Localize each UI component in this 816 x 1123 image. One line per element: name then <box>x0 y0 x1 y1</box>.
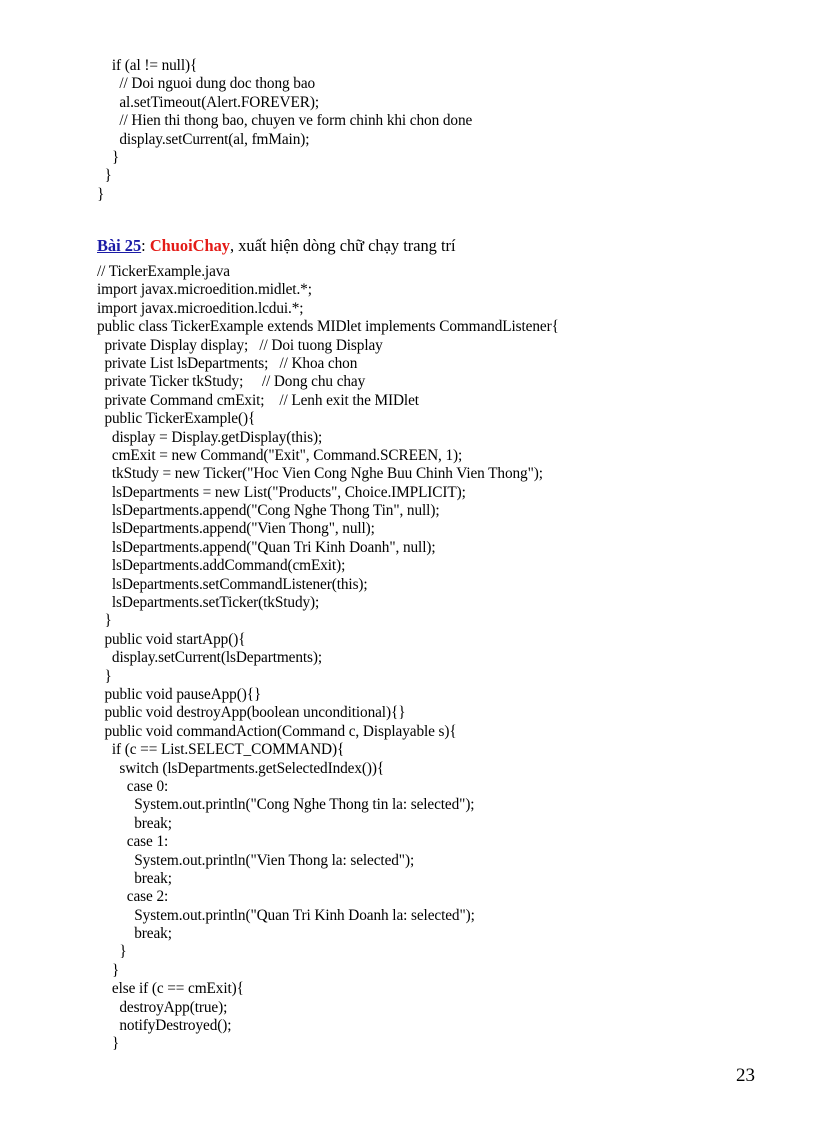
code-line: private Command cmExit; // Lenh exit the MIDlet <box>97 391 419 409</box>
code-line: notifyDestroyed(); <box>97 1017 232 1035</box>
code-line: break; <box>97 869 172 887</box>
ticker-example-code-block <box>97 263 559 1054</box>
exercise-heading <box>97 236 456 256</box>
code-line: public void pauseApp(){} <box>97 685 262 703</box>
code-line: private List lsDepartments; // Khoa chon <box>97 354 358 372</box>
code-line: import javax.microedition.midlet.*; <box>97 281 312 299</box>
code-line: case 2: <box>97 888 169 906</box>
code-line: import javax.microedition.lcdui.*; <box>97 299 304 317</box>
code-line: lsDepartments.append("Quan Tri Kinh Doanh", null); <box>97 538 436 556</box>
previous-code-block <box>97 57 472 204</box>
code-line: display = Display.getDisplay(this); <box>97 428 323 446</box>
code-line: public void destroyApp(boolean unconditional){} <box>97 704 406 722</box>
code-line: al.setTimeout(Alert.FOREVER); <box>97 93 319 111</box>
code-line: System.out.println("Quan Tri Kinh Doanh la: selected"); <box>97 906 475 924</box>
code-line: } <box>97 961 120 979</box>
code-line: switch (lsDepartments.getSelectedIndex()){ <box>97 759 385 777</box>
heading-separator: : <box>141 236 150 255</box>
code-line: public void startApp(){ <box>97 630 246 648</box>
code-line: } <box>97 148 120 166</box>
code-line: System.out.println("Vien Thong la: selected"); <box>97 851 415 869</box>
code-line: } <box>97 667 112 685</box>
code-line: lsDepartments.addCommand(cmExit); <box>97 557 346 575</box>
code-line: if (c == List.SELECT_COMMAND){ <box>97 741 345 759</box>
exercise-description: , xuất hiện dòng chữ chạy trang trí <box>230 236 456 255</box>
code-line: lsDepartments.append("Vien Thong", null); <box>97 520 375 538</box>
code-line: public TickerExample(){ <box>97 410 256 428</box>
code-line: tkStudy = new Ticker("Hoc Vien Cong Nghe Buu Chinh Vien Thong"); <box>97 465 543 483</box>
code-line: lsDepartments.setCommandListener(this); <box>97 575 368 593</box>
code-line: public class TickerExample extends MIDlet implements CommandListener{ <box>97 318 559 336</box>
code-line: } <box>97 185 105 203</box>
code-line: if (al != null){ <box>97 57 198 74</box>
code-line: display.setCurrent(al, fmMain); <box>97 130 310 148</box>
code-line: public void commandAction(Command c, Displayable s){ <box>97 722 457 740</box>
exercise-name: ChuoiChay <box>149 236 230 255</box>
code-line: } <box>97 1035 120 1053</box>
code-line: // Doi nguoi dung doc thong bao <box>97 75 316 93</box>
code-line: display.setCurrent(lsDepartments); <box>97 649 323 667</box>
code-line: case 0: <box>97 777 169 795</box>
code-line: break; <box>97 814 172 832</box>
code-line: // Hien thi thong bao, chuyen ve form chinh khi chon done <box>97 112 473 130</box>
code-line: System.out.println("Cong Nghe Thong tin la: selected"); <box>97 796 475 814</box>
page-number: 23 <box>736 1065 755 1086</box>
code-line: lsDepartments = new List("Products", Choice.IMPLICIT); <box>97 483 466 501</box>
code-line: } <box>97 612 112 630</box>
exercise-number-link[interactable]: Bài 25 <box>97 236 142 255</box>
code-line: private Display display; // Doi tuong Display <box>97 336 383 354</box>
code-line: lsDepartments.setTicker(tkStudy); <box>97 594 320 612</box>
code-line: destroyApp(true); <box>97 998 228 1016</box>
code-line: break; <box>97 925 172 943</box>
code-line: private Ticker tkStudy; // Dong chu chay <box>97 373 366 391</box>
code-line: // TickerExample.java <box>97 263 230 280</box>
code-line: } <box>97 167 112 185</box>
code-line: case 1: <box>97 833 169 851</box>
code-line: lsDepartments.append("Cong Nghe Thong Tin", null); <box>97 502 440 520</box>
code-line: else if (c == cmExit){ <box>97 980 244 998</box>
code-line: cmExit = new Command("Exit", Command.SCREEN, 1); <box>97 446 463 464</box>
code-line: } <box>97 943 127 961</box>
